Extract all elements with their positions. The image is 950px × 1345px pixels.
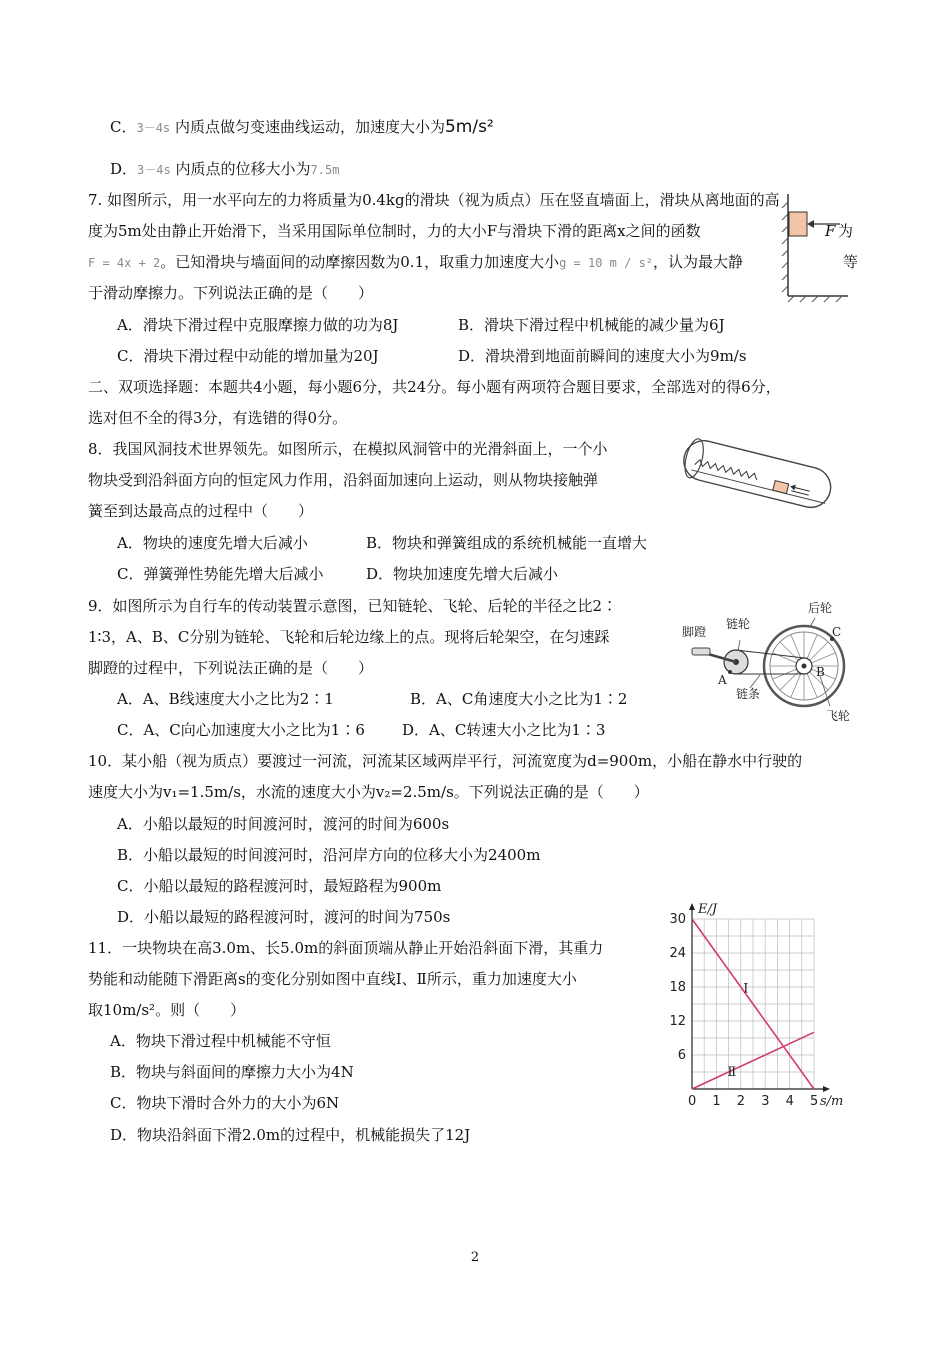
q8-option-c: C．弹簧弹性势能先增大后减小 [117, 565, 324, 583]
x-axis-label: s/m [820, 1094, 844, 1109]
q9-option-d: D．A、C转速大小之比为1∶3 [402, 721, 606, 739]
label-rear-wheel: 后轮 [808, 601, 833, 615]
q11-line1: 11．一块物块在高3.0m、长5.0m的斜面顶端从静止开始沿斜面下滑，其重力 [88, 939, 604, 957]
q9-line3: 脚蹬的过程中，下列说法正确的是（ ） [88, 659, 374, 677]
q6-c-value: 5m/s² [444, 117, 494, 137]
x-tick-label: 4 [785, 1094, 794, 1109]
y-tick-label: 30 [669, 912, 686, 927]
q11-option-a: A．物块下滑过程中机械能不守恒 [110, 1032, 331, 1050]
q8-line3: 簧至到达最高点的过程中（ ） [88, 502, 314, 520]
q10-option-a: A．小船以最短的时间渡河时，渡河的时间为600s [117, 815, 450, 833]
q11-option-c: C．物块下滑时合外力的大小为6N [110, 1094, 340, 1112]
q11-option-d: D．物块沿斜面下滑2.0m的过程中，机械能损失了12J [110, 1126, 471, 1144]
q7-formula: F = 4x + 2 [88, 256, 161, 270]
q11-line2: 势能和动能随下滑距离s的变化分别如图中直线Ⅰ、Ⅱ所示，重力加速度大小 [88, 970, 577, 988]
q7-option-d: D．滑块滑到地面前瞬间的速度大小为9m/s [458, 347, 747, 365]
label-point-b: B [816, 665, 825, 679]
q6-d-range: 3－4s [137, 163, 171, 177]
x-tick-label: 5 [810, 1094, 819, 1109]
label-flywheel: 飞轮 [826, 709, 851, 723]
q10-option-b: B．小船以最短的时间渡河时，沿河岸方向的位移大小为2400m [117, 846, 541, 864]
q10-line1: 10．某小船（视为质点）要渡过一河流，河流某区域两岸平行，河流宽度为d=900m，小船在静水中行驶的 [88, 752, 803, 770]
q7-block [789, 212, 807, 236]
label-point-c: C [832, 625, 842, 639]
q7-option-b: B．滑块下滑过程中机械能的减少量为6J [458, 316, 725, 334]
label-pedal: 脚蹬 [682, 625, 707, 639]
arrow-left-icon [807, 220, 814, 228]
q11-line3: 取10m/s²。则（ ） [88, 1001, 246, 1019]
q11-energy-chart [664, 892, 854, 1117]
q9-line1: 9．如图所示为自行车的传动装置示意图，已知链轮、飞轮、后轮的半径之比2∶ [88, 597, 618, 615]
pedal [692, 648, 710, 655]
x-axis-arrow-icon [823, 1086, 830, 1092]
q7-line2: 度为5m处由静止开始滑下，当采用国际单位制时，力的大小F与滑块下滑的距离x之间的函数 [88, 222, 701, 240]
q7-g-value: g = 10 m / s² [559, 256, 654, 270]
q8-wind-tunnel-figure [672, 428, 842, 523]
q9-bicycle-figure [680, 596, 866, 726]
q9-line2: 1∶3，A、B、C分别为链轮、飞轮和后轮边缘上的点。现将后轮架空，在匀速踩 [88, 628, 610, 646]
q11-option-b: B．物块与斜面间的摩擦力大小为4N [110, 1063, 354, 1081]
label-chain: 链条 [736, 687, 761, 701]
q6-d-label: D． [110, 160, 138, 178]
y-axis-label: E/J [698, 902, 718, 917]
q6-d-value: 7.5m [310, 163, 340, 177]
q6-option-c [110, 118, 494, 137]
chart-axes [689, 903, 830, 1092]
q10-option-d: D．小船以最短的路程渡河时，渡河的时间为750s [117, 908, 451, 926]
q9-option-b: B．A、C角速度大小之比为1∶2 [410, 690, 628, 708]
label-chainring: 链轮 [726, 617, 751, 631]
q7-option-c: C．滑块下滑过程中动能的增加量为20J [117, 347, 379, 365]
q9-option-a: A．A、B线速度大小之比为2∶1 [117, 690, 334, 708]
x-tick-label: 2 [736, 1094, 746, 1109]
q10-line2: 速度大小为v₁=1.5m/s，水流的速度大小为v₂=2.5m/s。下列说法正确的是（ ） [88, 783, 649, 801]
q7-force-label: F [825, 222, 836, 240]
q6-c-text: 内质点做匀变速曲线运动，加速度大小为 [174, 118, 445, 136]
q7-line3 [88, 253, 743, 272]
q6-d-text: 内质点的位移大小为 [175, 160, 311, 178]
q6-c-range: 3－4s [136, 121, 171, 135]
q8-option-d: D．物块加速度先增大后减小 [366, 565, 559, 583]
q7-wall-figure [780, 192, 852, 304]
y-tick-label: 18 [669, 980, 686, 995]
q9-option-c: C．A、C向心加速度大小之比为1∶6 [117, 721, 365, 739]
section2-line1: 二、双项选择题：本题共4小题，每小题6分，共24分。每小题有两项符合题目要求，全部选对的得6分， [88, 378, 781, 396]
y-tick-label: 24 [669, 946, 686, 961]
y-tick-label: 6 [677, 1048, 686, 1063]
q6-c-label: C． [110, 118, 137, 136]
label-point-a: A [718, 673, 727, 687]
series-label-2: Ⅱ [727, 1064, 737, 1080]
q7-line2-tail: 为 [838, 222, 854, 240]
chart-labels [669, 902, 843, 1109]
page-number: 2 [470, 1250, 480, 1265]
x-tick-label: 0 [688, 1094, 697, 1109]
q6-option-d [110, 160, 339, 179]
x-tick-label: 1 [712, 1094, 721, 1109]
q7-line1: 7. 如图所示，用一水平向左的力将质量为0.4kg的滑块（视为质点）压在竖直墙面上，滑块从离地面的高 [88, 191, 780, 209]
q8-line2: 物块受到沿斜面方向的恒定风力作用，沿斜面加速向上运动，则从物块接触弹 [88, 471, 599, 489]
q7-line3-text-b: ，认为最大静 [653, 253, 744, 271]
y-axis-arrow-icon [689, 903, 695, 910]
y-tick-label: 12 [669, 1014, 686, 1029]
q8-line1: 8．我国风洞技术世界领先。如图所示，在模拟风洞管中的光滑斜面上，一个小 [88, 440, 608, 458]
q7-option-a: A．滑块下滑过程中克服摩擦力做的功为8J [117, 316, 399, 334]
x-tick-label: 3 [761, 1094, 770, 1109]
q7-line3-tail: 等 [843, 253, 859, 271]
q10-option-c: C．小船以最短的路程渡河时，最短路程为900m [117, 877, 442, 895]
series-label-1: Ⅰ [743, 981, 749, 997]
q8-option-a: A．物块的速度先增大后减小 [117, 534, 308, 552]
q8-option-b: B．物块和弹簧组成的系统机械能一直增大 [366, 534, 648, 552]
section2-line2: 选对但不全的得3分，有选错的得0分。 [88, 409, 348, 427]
q7-line3-text: 。已知滑块与墙面间的动摩擦因数为0.1，取重力加速度大小 [160, 253, 560, 271]
q7-line4: 于滑动摩擦力。下列说法正确的是（ ） [88, 284, 374, 302]
